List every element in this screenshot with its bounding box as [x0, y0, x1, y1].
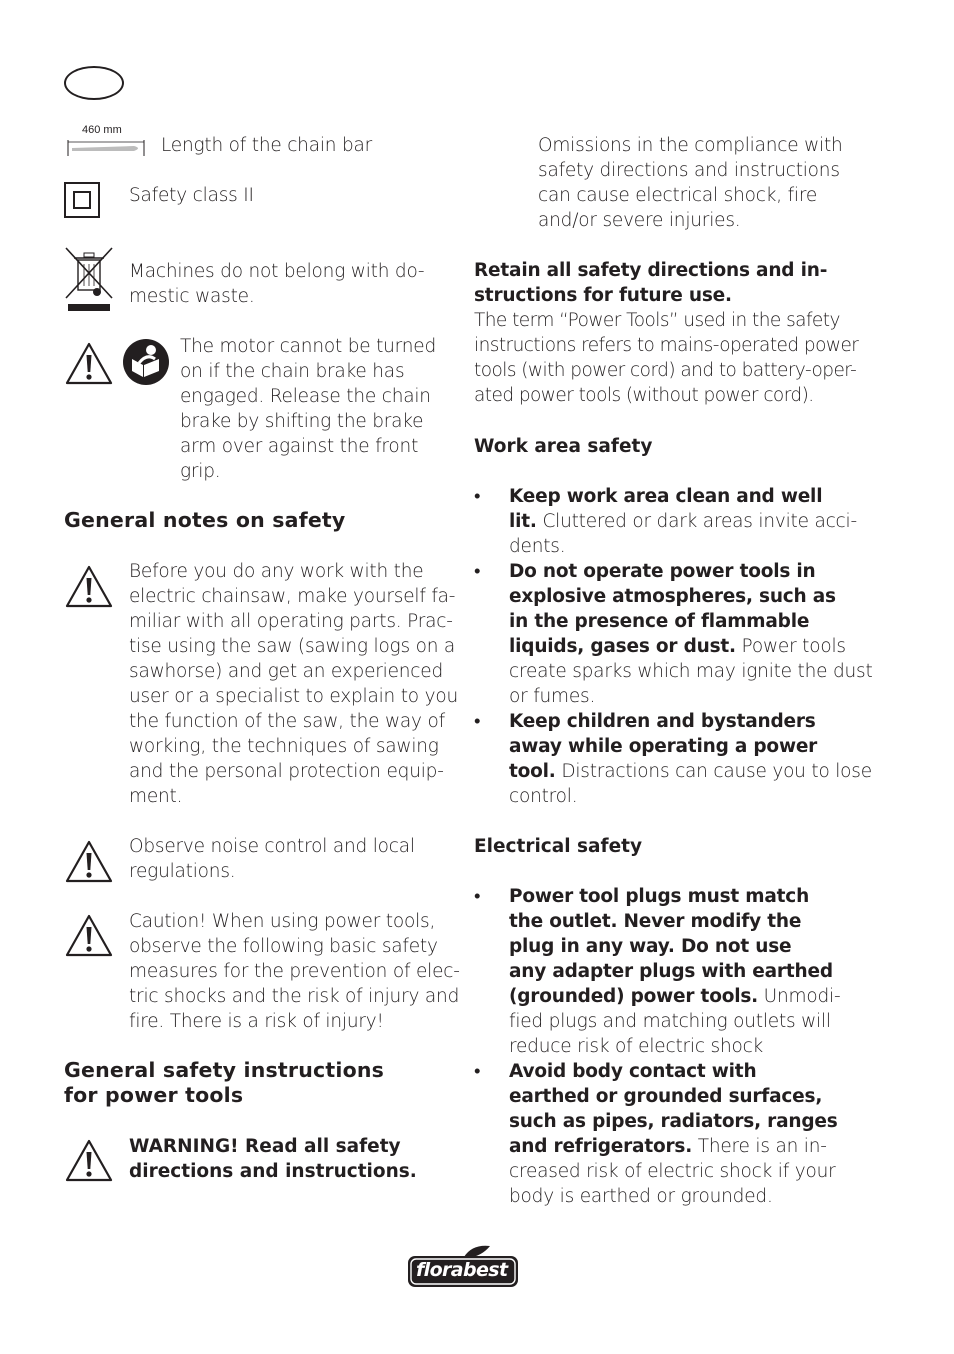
- retain-instructions-bold: Retain all safety directions and in-: [474, 260, 828, 281]
- power-tools-term-text: ated power tools (without power cord).: [474, 385, 814, 406]
- noise-control-paragraph: Observe noise control and local regulations.: [129, 836, 415, 882]
- list-item: • Do not operate power tools in explosive atmospheres, such as in the presence of flammable liquids, gases or dust. Power tools create sparks which may ignite the dust or fumes.: [474, 561, 873, 707]
- chain-brake-text: The motor cannot be turned on if the chain brake has engaged. Release the chain brake by shifting the brake arm over against the front grip.: [180, 336, 437, 482]
- bullet-point: •: [474, 486, 481, 507]
- warning-triangle-icon: [64, 563, 114, 609]
- caution-paragraph: Caution! When using power tools, observe the following basic safety measures for the prevention of elec- tric shocks and the risk of injury and fire. There is a risk of injury!: [129, 911, 460, 1032]
- bullet-point: •: [474, 561, 481, 582]
- crossed-waste-bin-icon: [64, 246, 116, 312]
- warning-triangle-icon: [64, 340, 114, 386]
- warning-triangle-icon: [64, 912, 114, 958]
- florabest-logo: [406, 1244, 520, 1290]
- list-item: • Avoid body contact with earthed or grounded surfaces, such as pipes, radiators, ranges and refrigerators. There is an in- creased risk of electric shock if your body is earthed or grounded.: [474, 1061, 838, 1207]
- bullet-point: •: [474, 886, 481, 907]
- power-tools-term-text: The term “Power Tools” used in the safety: [474, 310, 840, 331]
- list-item: • Keep work area clean and well lit. Cluttered or dark areas invite acci- dents.: [474, 486, 857, 557]
- chain-bar-symbol: [64, 124, 148, 160]
- warning-triangle-icon: [64, 1137, 114, 1183]
- omissions-paragraph: Omissions in the compliance with safety directions and instructions can cause electrical shock, fire and/or severe injuries.: [538, 135, 843, 231]
- list-item: • Power tool plugs must match the outlet. Never modify the plug in any way. Do not use any adapter plugs with earthed (grounded) power tools. Unmodi- fied plugs and matching outlets will reduce risk of electric shock: [474, 886, 841, 1057]
- retain-instructions-block: [474, 258, 874, 408]
- safety-class-label: Safety class II: [129, 185, 254, 206]
- list-item: • Keep children and bystanders away while operating a power tool. Distractions can cause you to lose control.: [474, 711, 872, 807]
- chain-bar-label: Length of the chain bar: [161, 135, 373, 156]
- bullet-point: •: [474, 711, 481, 732]
- power-tools-term-text: instructions refers to mains-operated power: [474, 335, 859, 356]
- language-marker-oval: [64, 66, 124, 100]
- before-work-paragraph: Before you do any work with the electric chainsaw, make yourself fa- miliar with all operating parts. Prac- tise using the saw (sawing logs on a sawhorse) and get an experienced user or a specialist to explain to you the function of the saw, the way of working, the techniques of sawing and the personal protection equip- ment.: [129, 561, 458, 807]
- work-area-bullet-list: [474, 484, 874, 809]
- warning-read-instructions: WARNING! Read all safety directions and instructions.: [129, 1136, 417, 1182]
- chain-bar-length-value: 460 mm: [82, 124, 122, 136]
- warning-triangle-icon: [64, 838, 114, 884]
- safety-class-ii-icon: [64, 182, 102, 220]
- power-tools-term-text: tools (with power cord) and to battery-oper-: [474, 360, 857, 381]
- logo-text: florabest: [416, 1259, 508, 1281]
- bullet-point: •: [474, 1061, 481, 1082]
- electrical-bullet-list: [474, 884, 874, 1209]
- retain-instructions-bold: structions for future use.: [474, 285, 732, 306]
- waste-disposal-text: Machines do not belong with do- mestic waste.: [129, 261, 425, 307]
- read-manual-icon: [121, 337, 171, 387]
- power-tools-heading: General safety instructions for power tools: [64, 1058, 385, 1107]
- general-notes-heading: General notes on safety: [64, 508, 346, 532]
- work-area-heading: Work area safety: [474, 436, 653, 457]
- electrical-safety-heading: Electrical safety: [474, 836, 643, 857]
